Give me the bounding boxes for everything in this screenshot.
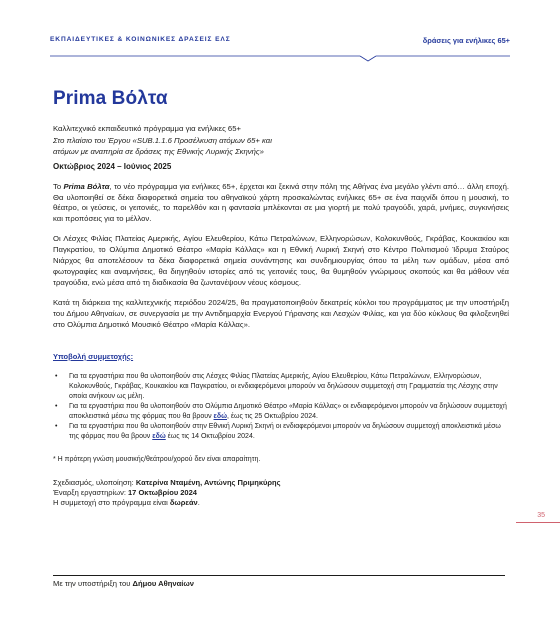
- footnote: * Η πρότερη γνώση μουσικής/θεάτρου/χορού δεν είναι απαραίτητη.: [53, 456, 261, 464]
- application-heading: Υποβολή συμμετοχής:: [53, 351, 134, 361]
- project-context: [53, 136, 509, 158]
- intro-lead: Το: [53, 181, 64, 191]
- program-subtitle: Καλλιτεχνικό εκπαιδευτικό πρόγραμμα για ενήλικες 65+: [53, 124, 241, 133]
- list-item-text: , έως τις 25 Οκτωβρίου 2024.: [227, 413, 319, 421]
- page-marker-line: [516, 522, 560, 523]
- credits-block: [53, 478, 509, 508]
- registration-form-link[interactable]: εδώ: [213, 413, 228, 421]
- design-credit: [53, 478, 509, 488]
- support-label: Με την υποστήριξη του: [53, 579, 133, 588]
- start-date-line: [53, 488, 509, 498]
- design-credit-names: Κατερίνα Νταμένη, Αντώνης Πριμηκύρης: [135, 478, 281, 488]
- program-dates: Οκτώβριος 2024 – Ιούνιος 2025: [53, 161, 172, 171]
- period-paragraph: Κατά τη διάρκεια της καλλιτεχνικής περιόδου 2024/25, θα πραγματοποιηθούν δεκατρείς κύκλοι του προγράμματος με την υποστήριξη του Δήμου Αθηναίων, σε συνεργασία με την Αντιδημαρχία Ενεργού Γήρανσης και Λεσχών Φιλίας, και για δύο κύκλους θα φιλοξενηθεί στο Ολύμπια Δημοτικό Μουσικό Θέατρο «Μαρία Κάλλας».: [53, 297, 509, 329]
- intro-paragraph: [53, 182, 509, 226]
- list-item: [53, 402, 509, 422]
- design-credit-label: Σχεδιασμός, υλοποίηση:: [53, 478, 136, 488]
- section-label: ΕΚΠΑΙΔΕΥΤΙΚΕΣ & ΚΟΙΝΩΝΙΚΕΣ ΔΡΑΣΕΙΣ ΕΛΣ: [50, 36, 231, 43]
- list-item: [53, 422, 509, 442]
- program-name: Prima Βόλτα: [63, 181, 110, 191]
- list-item-text: Για τα εργαστήρια που θα υλοποιηθούν στο Ολύμπια Δημοτικό Θέατρο «Μαρία Κάλλας» οι ενδιαφερόμενοι μπορούν να δηλώσουν συμμετοχή αποκλειστικά μέσω της φόρμας που θα βρουν: [69, 403, 507, 421]
- free-label: Η συμμετοχή στο πρόγραμμα είναι: [53, 498, 170, 508]
- start-date-label: Έναρξη εργαστηρίων:: [53, 488, 129, 498]
- locations-paragraph: Οι Λέσχες Φιλίας Πλατείας Αμερικής, Αγίου Ελευθερίου, Κάτω Πετραλώνων, Ελληνορώσων, Κολοκυνθούς, Γκράβας, Κουκακίου και Παγκρατίου, το Ολύμπια Δημοτικό Θέατρο «Μαρία Κάλλας» και η Εθνική Λυρική Σκηνή στο Κέντρο Πολιτισμού Ίδρυμα Σταύρος Νιάρχος θα αποτελέσουν τα δέκα διαφορετικά σημεία συνάντησης και συνδημιουργίας όπου τα μέλη των ομάδων, μέσα από φωτογραφίες και αναμνήσεις, θα διηγηθούν ιστορίες από τις γειτονιές τους, θα θυμηθούν γνώριμους σκοπούς και θα μάθουν νέα τραγούδια, ενώ μέσα από τη διαδικασία θα ζωντανέψουν νέους κόσμους.: [53, 234, 509, 287]
- list-item-text: Για τα εργαστήρια που θα υλοποιηθούν στις Λέσχες Φιλίας Πλατείας Αμερικής, Αγίου Ελευθερίου, Κάτω Πετραλώνων, Ελληνορώσων, Κολοκυνθούς, Γκράβας, Κουκακίου και Παγκρατίου, οι ενδιαφερόμενοι μπορούν να δηλώσουν συμμετοχή στη Γραμματεία της Λέσχης στην οποία ανήκουν ως μέλη.: [69, 373, 498, 401]
- free-value: δωρεάν: [169, 498, 198, 508]
- page-number: 35: [537, 512, 545, 519]
- application-list: [53, 372, 509, 442]
- project-context-line: Στο πλαίσιο του Έργου «SUB.1.1.6 Προσέλκυση ατόμων 65+ και: [53, 135, 272, 145]
- free-participation-line: [53, 498, 509, 508]
- support-line: [53, 579, 194, 588]
- project-context-line: ατόμων με αναπηρία σε δράσεις της Εθνικής Λυρικής Σκηνής»: [53, 146, 264, 156]
- registration-form-link[interactable]: εδώ: [152, 433, 166, 441]
- footer-divider: [53, 575, 505, 576]
- list-item: [53, 372, 509, 402]
- page-header: [50, 36, 510, 58]
- category-label: δράσεις για ενήλικες 65+: [422, 36, 510, 45]
- list-item-text: έως τις 14 Οκτωβρίου 2024.: [165, 433, 255, 441]
- page-title: Prima Βόλτα: [53, 88, 168, 109]
- free-end: .: [197, 498, 200, 508]
- header-rule: [50, 54, 510, 62]
- start-date-value: 17 Οκτωβρίου 2024: [128, 488, 197, 498]
- intro-text: , το νέο πρόγραμμα για ενήλικες 65+, έρχεται και ξεκινά στην πόλη της Αθήνας ένα μεγάλο γλέντι από… άλλη εποχή. Θα υλοποιηθεί σε δέκα διαφορετικά σημεία του αθηναϊκού χάρτη προσκαλώντας ενήλικες 65+ σε ένα παιχνίδι όπου η μουσική, το θέατρο, οι γεύσεις, οι γειτονιές, το παρελθόν και η φαντασία μπλέκονται σε μια γιορτή με πολύ τραγούδι, χαρά, μνήμες, συγκινήσεις και προπόσεις για το μέλλον.: [53, 181, 509, 224]
- support-name: Δήμου Αθηναίων: [132, 579, 194, 588]
- main-content: [53, 124, 509, 508]
- list-item-text: Για τα εργαστήρια που θα υλοποιηθούν στην Εθνική Λυρική Σκηνή οι ενδιαφερόμενοι μπορούν να δηλώσουν συμμετοχή αποκλειστικά μέσω της φόρμας που θα βρουν: [69, 423, 501, 441]
